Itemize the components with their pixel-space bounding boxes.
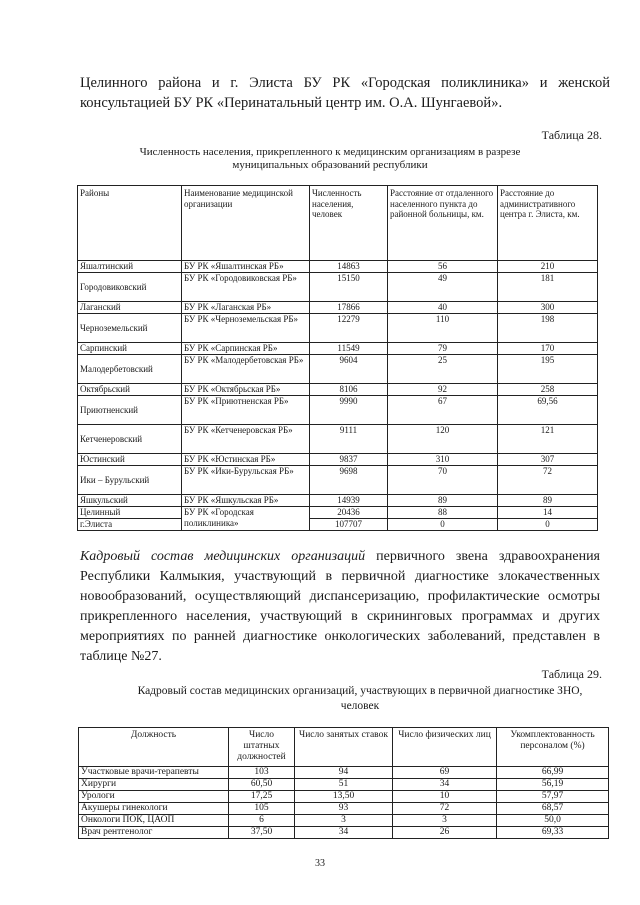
position-cell: Хирурги — [79, 779, 229, 791]
header-staff-positions: Число штатных должностей — [229, 728, 295, 767]
distance-center-cell: 307 — [498, 454, 598, 466]
population-cell: 9990 — [310, 396, 388, 425]
district-cell: Яшкульский — [78, 495, 182, 507]
value-cell: 57,97 — [497, 791, 609, 803]
population-cell: 9837 — [310, 454, 388, 466]
district-cell: Городовиковский — [78, 273, 182, 302]
organization-cell: БУ РК «Лаганская РБ» — [182, 302, 310, 314]
value-cell: 93 — [295, 803, 393, 815]
distance-center-cell: 300 — [498, 302, 598, 314]
distance-center-cell: 181 — [498, 273, 598, 302]
organization-cell: БУ РК «Яшкульская РБ» — [182, 495, 310, 507]
population-cell: 9604 — [310, 355, 388, 384]
district-cell: Целинный — [78, 507, 182, 519]
table-row — [78, 355, 598, 384]
distance-hospital-cell: 0 — [388, 519, 498, 531]
table-header-row — [79, 728, 609, 767]
table-row — [79, 803, 609, 815]
district-cell: Кетченеровский — [78, 425, 182, 454]
value-cell: 105 — [229, 803, 295, 815]
value-cell: 3 — [295, 815, 393, 827]
distance-hospital-cell: 40 — [388, 302, 498, 314]
value-cell: 37,50 — [229, 827, 295, 839]
distance-hospital-cell: 310 — [388, 454, 498, 466]
distance-center-cell: 0 — [498, 519, 598, 531]
distance-hospital-cell: 79 — [388, 343, 498, 355]
table-row — [78, 425, 598, 454]
value-cell: 56,19 — [497, 779, 609, 791]
position-cell: Врач рентгенолог — [79, 827, 229, 839]
organization-cell: БУ РК «Городовиковская РБ» — [182, 273, 310, 302]
value-cell: 6 — [229, 815, 295, 827]
distance-hospital-cell: 67 — [388, 396, 498, 425]
distance-center-cell: 14 — [498, 507, 598, 519]
distance-center-cell: 72 — [498, 466, 598, 495]
table-row — [78, 495, 598, 507]
value-cell: 69,33 — [497, 827, 609, 839]
position-cell: Акушеры гинекологи — [79, 803, 229, 815]
organization-cell: БУ РК «Сарпинская РБ» — [182, 343, 310, 355]
table29-title: Кадровый состав медицинских организаций, участвующих в первичной диагностике ЗНО, человек — [137, 685, 583, 712]
district-cell: Приютненский — [78, 396, 182, 425]
header-individuals: Число физических лиц — [393, 728, 497, 767]
organization-cell: БУ РК «Черноземельская РБ» — [182, 314, 310, 343]
population-cell: 11549 — [310, 343, 388, 355]
organization-cell: БУ РК «Малодербетовская РБ» — [182, 355, 310, 384]
district-cell: Октябрьский — [78, 384, 182, 396]
staffing-paragraph — [80, 547, 600, 667]
value-cell: 69 — [393, 767, 497, 779]
header-district: Районы — [78, 186, 182, 261]
organization-cell: БУ РК «Октябрьская РБ» — [182, 384, 310, 396]
paragraph-body: первичного звена здравоохранения Республики Калмыкия, участвующий в первичной диагностике злокачественных новообразований, осуществляющий диспансеризацию, профилактические осмотры прикрепленного населения, участвующий в скрининговых программах и других мероприятиях по ранней диагностике онкологических заболеваний, представлен в таблице №27. — [80, 549, 600, 664]
organization-cell: БУ РК «Городская поликлиника» — [182, 507, 310, 531]
population-cell: 15150 — [310, 273, 388, 302]
district-cell: Ики – Бурульский — [78, 466, 182, 495]
table-row — [78, 302, 598, 314]
table-header-row — [78, 186, 598, 261]
organization-cell: БУ РК «Ики-Бурульская РБ» — [182, 466, 310, 495]
organization-cell: БУ РК «Кетченеровская РБ» — [182, 425, 310, 454]
distance-hospital-cell: 49 — [388, 273, 498, 302]
distance-center-cell: 258 — [498, 384, 598, 396]
value-cell: 10 — [393, 791, 497, 803]
population-cell: 12279 — [310, 314, 388, 343]
table-row — [78, 454, 598, 466]
table-row — [79, 827, 609, 839]
header-staffing-percent: Укомплектованность персоналом (%) — [497, 728, 609, 767]
distance-hospital-cell: 70 — [388, 466, 498, 495]
district-cell: Черноземельский — [78, 314, 182, 343]
organization-cell: БУ РК «Приютненская РБ» — [182, 396, 310, 425]
table-row — [78, 384, 598, 396]
header-distance-center: Расстояние до административного центра г. Элиста, км. — [498, 186, 598, 261]
value-cell: 13,50 — [295, 791, 393, 803]
table-row — [78, 519, 598, 531]
distance-hospital-cell: 88 — [388, 507, 498, 519]
table-row — [79, 767, 609, 779]
intro-paragraph: Целинного района и г. Элиста БУ РК «Городская поликлиника» и женской консультацией БУ РК «Перинатальный центр им. О.А. Шунгаевой». — [80, 75, 610, 111]
distance-hospital-cell: 56 — [388, 261, 498, 273]
value-cell: 17,25 — [229, 791, 295, 803]
district-cell: Малодербетовский — [78, 355, 182, 384]
header-distance-hospital: Расстояние от отдаленного населенного пункта до районной больницы, км. — [388, 186, 498, 261]
distance-center-cell: 69,56 — [498, 396, 598, 425]
distance-hospital-cell: 120 — [388, 425, 498, 454]
value-cell: 94 — [295, 767, 393, 779]
value-cell: 34 — [393, 779, 497, 791]
organization-cell: БУ РК «Яшалтинская РБ» — [182, 261, 310, 273]
distance-center-cell: 170 — [498, 343, 598, 355]
header-organization: Наименование медицинской организации — [182, 186, 310, 261]
population-cell: 14863 — [310, 261, 388, 273]
value-cell: 26 — [393, 827, 497, 839]
table28-caption: Таблица 28. — [541, 128, 602, 142]
district-cell: Сарпинский — [78, 343, 182, 355]
population-cell: 14939 — [310, 495, 388, 507]
value-cell: 66,99 — [497, 767, 609, 779]
district-cell: Юстинский — [78, 454, 182, 466]
table-row — [78, 314, 598, 343]
table-row — [78, 273, 598, 302]
organization-cell: БУ РК «Юстинская РБ» — [182, 454, 310, 466]
header-occupied-rates: Число занятых ставок — [295, 728, 393, 767]
value-cell: 51 — [295, 779, 393, 791]
district-cell: Яшалтинский — [78, 261, 182, 273]
distance-center-cell: 89 — [498, 495, 598, 507]
position-cell: Урологи — [79, 791, 229, 803]
table-row — [79, 791, 609, 803]
table-row — [78, 466, 598, 495]
table-row — [78, 343, 598, 355]
value-cell: 60,50 — [229, 779, 295, 791]
distance-center-cell: 198 — [498, 314, 598, 343]
table-row — [78, 261, 598, 273]
position-cell: Участковые врачи-терапевты — [79, 767, 229, 779]
table-row — [79, 815, 609, 827]
population-cell: 107707 — [310, 519, 388, 531]
table-row — [79, 779, 609, 791]
value-cell: 68,57 — [497, 803, 609, 815]
value-cell: 50,0 — [497, 815, 609, 827]
header-position: Должность — [79, 728, 229, 767]
distance-hospital-cell: 25 — [388, 355, 498, 384]
distance-hospital-cell: 92 — [388, 384, 498, 396]
value-cell: 34 — [295, 827, 393, 839]
population-cell: 8106 — [310, 384, 388, 396]
table-row — [78, 396, 598, 425]
table28-title: Численность населения, прикрепленного к медицинским организациям в разрезе муниципальных образований республики — [139, 146, 521, 171]
position-cell: Онкологи ПОК, ЦАОП — [79, 815, 229, 827]
population-table — [77, 185, 598, 531]
population-cell: 9698 — [310, 466, 388, 495]
population-cell: 17866 — [310, 302, 388, 314]
distance-hospital-cell: 110 — [388, 314, 498, 343]
table29-caption: Таблица 29. — [541, 667, 602, 681]
staffing-table — [78, 727, 609, 839]
table-row — [78, 507, 598, 519]
population-cell: 9111 — [310, 425, 388, 454]
district-cell: Лаганский — [78, 302, 182, 314]
district-cell: г.Элиста — [78, 519, 182, 531]
page-number: 33 — [315, 858, 325, 869]
distance-center-cell: 121 — [498, 425, 598, 454]
header-population: Численность населения, человек — [310, 186, 388, 261]
value-cell: 103 — [229, 767, 295, 779]
population-cell: 20436 — [310, 507, 388, 519]
value-cell: 3 — [393, 815, 497, 827]
value-cell: 72 — [393, 803, 497, 815]
paragraph-italic-lead: Кадровый состав медицинских организаций — [80, 549, 366, 564]
distance-center-cell: 195 — [498, 355, 598, 384]
distance-center-cell: 210 — [498, 261, 598, 273]
distance-hospital-cell: 89 — [388, 495, 498, 507]
